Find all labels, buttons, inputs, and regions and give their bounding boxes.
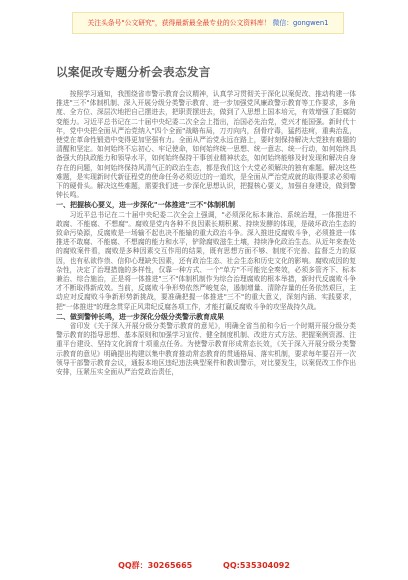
wechat-id: 微信：gongwen1 xyxy=(272,19,329,27)
promo-text: 关注头条号"公文研究"，获得最新最全最专业的公文资料库！ xyxy=(87,19,271,27)
promo-banner[interactable] xyxy=(72,12,344,34)
paragraph: 省印发《关于深入开展分级分类警示教育的意见》，明确全省当前和今后一个时期开展分级分类警示教育的指导思想、基本原则和加强学习宣传、健全制度机制、改进方式方法、把握案例资源、注重平台建设、坚持文化润育十项重点任务。为使警示教育形成常态长效，《关于深入开展分级分类警示教育的意见》明确提出构建以集中教育推动常态教育的贯通格局、落实机制，要求每年要召开一次领导干部警示教育会议，通报本地区违纪违法典型案件和教训警示，对比要发生，以案促改工作作出安排，压紧压实全面从严治党政治责任， xyxy=(56,322,356,377)
section-heading: 二、做到警钟长鸣，进一步深化分级分类警示教育成果 xyxy=(56,312,224,321)
paragraph: 按照学习通知，我围绕省市警示教育会议精神，认真学习贯彻关于深化以案促改、推动构建一体推进"三不"体制机制、深入开展分级分类警示教育、进一步加强党风廉政警示教育等工作要求，多角度、全方位、深层次地把自己摆进去，把职责摆进去，做到了入思想上国本培元，有效增强了拒腐防变能力。习近平总书记在二十届中央纪委二次全会上指出，治国必先治党，党兴才能国强。新时代十年，党中央把全面从严治党纳入"四个全面"战略布局，刀刃向内，刮骨疗毒，猛药祛疴，重典治乱，使党在革命性锻造中变得更加坚强有力。全面从严治党永远在路上，要时刻保持解决大党独有难题的清醒和坚定。如何始终不忘初心、牢记使命，如何始终统一思想、统一意志、统一行动，如何始终具备强大的执政能力和领导水平，如何始终保持干事创业精神状态，如何始终能够及时发现和解决自身存在的问题，如何始终保持风清气正的政治生态，都是我们这个大党必须解决的独有难题。解决这些难题，是实现新时代新征程党的使命任务必须迈过的一道坎，是全面从严治党成就的取得要求必须啃下的硬骨头。解决这些难题，需要我们进一步深化思想认识，把握核心要义，加强自身建设，做到警钟长鸣。 xyxy=(56,90,356,200)
document-body xyxy=(56,90,356,377)
paragraph: 习近平总书记在二十届中央纪委二次全会上强调，"必须深化标本兼治、系统治理，一体推进不敢腐、不能腐、不想腐"。腐败是党内各种不良因素长期积累、持续发酵的体现，是破坏政治生态的致命污染源，反腐败是一场输不起也决不能输的重大政治斗争。深入推进反腐败斗争，必须推进一体推进不敢腐、不能腐、不想腐的能力和水平，铲除腐败滋生土壤，持续净化政治生态。从近年来查处的腐败案件看，腐败是多种因素交互作用的结果，既有思想方面不够、制度不完善、监督乏力的原因，也有私欲作祟、信仰心理缺失因素，还有政治生态、社会生态和历史文化的影响。腐败成因的复杂性，决定了治理措施的多样性，仅靠一种方式、一个"单方"不可能完全奏效，必须多管齐下、标本兼治、综合施治，正是将一体推进"三不"体制机制作为综合治理腐败的根本举措，新时代反腐败斗争才不断取得新成效。当前，反腐败斗争形势依然严峻复杂，遏制增量、清除存量的任务依然艰巨，主动应对反腐败斗争新形势新挑战，要准确把握一体推进"三不"的重大意义，深刻内涵、实践要求，把"一体推进"的理念贯穿正风肃纪反腐各项工作，才能打赢反腐败斗争的攻坚战持久战。 xyxy=(56,210,356,311)
page-footer xyxy=(0,560,408,571)
document-title: 以案促改专题分析会表态发言 xyxy=(56,65,211,79)
qq-group: QQ群：30265665 xyxy=(118,561,193,570)
qq-contact: QQ:535304092 xyxy=(223,561,290,570)
section-heading: 一、把握核心要义，进一步深化"一体推进"三不"体制机制 xyxy=(56,201,235,210)
